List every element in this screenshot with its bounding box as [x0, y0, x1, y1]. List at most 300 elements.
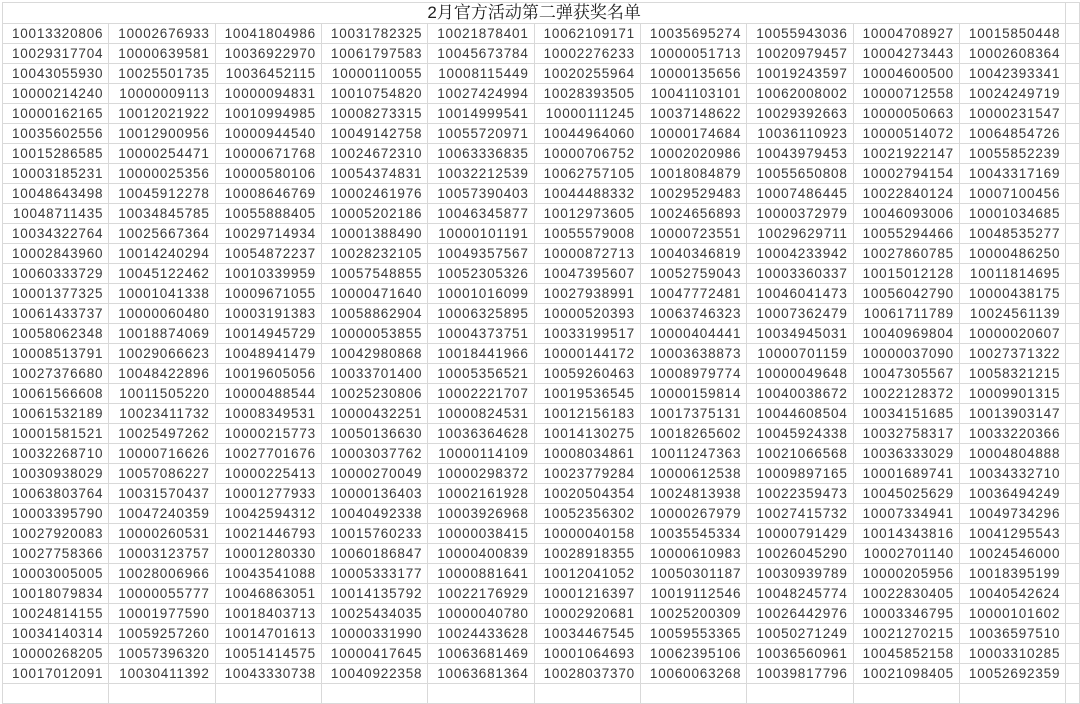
empty-cell [1066, 264, 1080, 284]
winner-id-cell: 10042594312 [216, 504, 322, 524]
winners-table-body [3, 24, 1080, 704]
winner-id-cell: 10000111245 [535, 104, 641, 124]
winner-id-cell: 10048941479 [216, 344, 322, 364]
winner-id-cell: 10008115449 [428, 64, 534, 84]
winner-id-cell: 10000101602 [960, 604, 1066, 624]
empty-cell [1066, 244, 1080, 264]
winner-id-cell: 10020979457 [747, 44, 853, 64]
winner-id-cell: 10060186847 [322, 544, 428, 564]
winner-id-cell: 10041295543 [960, 524, 1066, 544]
table-row [3, 604, 1080, 624]
winner-id-cell: 10034322764 [3, 224, 109, 244]
winner-id-cell: 10042980868 [322, 344, 428, 364]
winner-id-cell: 10057548855 [322, 264, 428, 284]
winner-id-cell: 10002701140 [854, 544, 960, 564]
winner-id-cell: 10020255964 [535, 64, 641, 84]
winner-id-cell: 10014343816 [854, 524, 960, 544]
table-row [3, 84, 1080, 104]
table-row [3, 584, 1080, 604]
winner-id-cell: 10000215773 [216, 424, 322, 444]
table-row [3, 224, 1080, 244]
winner-id-cell: 10014999541 [428, 104, 534, 124]
winner-id-cell: 10010339959 [216, 264, 322, 284]
winner-id-cell: 10018403713 [216, 604, 322, 624]
empty-cell [1066, 144, 1080, 164]
empty-cell [1066, 364, 1080, 384]
winner-id-cell: 10055650808 [747, 164, 853, 184]
winner-id-cell: 10019536545 [535, 384, 641, 404]
winner-id-cell: 10018084879 [641, 164, 747, 184]
winner-id-cell [3, 684, 109, 704]
winner-id-cell: 10000580106 [216, 164, 322, 184]
winner-id-cell: 10000471640 [322, 284, 428, 304]
winner-id-cell: 10025434035 [322, 604, 428, 624]
winner-id-cell: 10005333177 [322, 564, 428, 584]
table-row [3, 24, 1080, 44]
winner-id-cell: 10000270049 [322, 464, 428, 484]
winner-id-cell: 10028393505 [535, 84, 641, 104]
winner-id-cell: 10035545334 [641, 524, 747, 544]
winner-id-cell: 10032212539 [428, 164, 534, 184]
winner-id-cell: 10000214240 [3, 84, 109, 104]
winner-id-cell: 10003185231 [3, 164, 109, 184]
winner-id-cell: 10000298372 [428, 464, 534, 484]
winner-id-cell: 10034151685 [854, 404, 960, 424]
table-row [3, 424, 1080, 444]
winner-id-cell: 10001388490 [322, 224, 428, 244]
winner-id-cell: 10024546000 [960, 544, 1066, 564]
winner-id-cell: 10004273443 [854, 44, 960, 64]
winner-id-cell: 10012041052 [535, 564, 641, 584]
winner-id-cell: 10029392663 [747, 104, 853, 124]
winner-id-cell: 10055943036 [747, 24, 853, 44]
winner-id-cell: 10031782325 [322, 24, 428, 44]
winner-id-cell: 10027920083 [3, 524, 109, 544]
empty-cell [1066, 584, 1080, 604]
winner-id-cell: 10000040158 [535, 524, 641, 544]
winner-id-cell: 10005202186 [322, 204, 428, 224]
table-row [3, 444, 1080, 464]
winner-id-cell: 10003191383 [216, 304, 322, 324]
winner-id-cell: 10063681469 [428, 644, 534, 664]
table-row [3, 184, 1080, 204]
winner-id-cell: 10052692359 [960, 664, 1066, 684]
table-row [3, 344, 1080, 364]
winner-id-cell: 10044964060 [535, 124, 641, 144]
table-row [3, 664, 1080, 684]
winner-id-cell: 10036452115 [216, 64, 322, 84]
winner-id-cell: 10003926968 [428, 504, 534, 524]
winner-id-cell: 10008513791 [3, 344, 109, 364]
winner-id-cell: 10017375131 [641, 404, 747, 424]
winner-id-cell: 10004373751 [428, 324, 534, 344]
winner-id-cell: 10021878401 [428, 24, 534, 44]
winner-id-cell: 10000260531 [109, 524, 215, 544]
winner-id-cell: 10009897165 [747, 464, 853, 484]
winner-id-cell: 10045025629 [854, 484, 960, 504]
winner-id-cell: 10012156183 [535, 404, 641, 424]
winner-id-cell: 10027376680 [3, 364, 109, 384]
winner-id-cell: 10000159814 [641, 384, 747, 404]
winner-id-cell: 10009901315 [960, 384, 1066, 404]
empty-cell [1066, 404, 1080, 424]
winner-id-cell: 10013320806 [3, 24, 109, 44]
winner-id-cell: 10002461976 [322, 184, 428, 204]
winner-id-cell: 10027424994 [428, 84, 534, 104]
winner-id-cell: 10000101191 [428, 224, 534, 244]
winner-id-cell: 10001277933 [216, 484, 322, 504]
winner-id-cell: 10000135656 [641, 64, 747, 84]
winner-id-cell: 10000944540 [216, 124, 322, 144]
winner-id-cell: 10046041473 [747, 284, 853, 304]
winner-id-cell: 10061532189 [3, 404, 109, 424]
winner-id-cell: 10000417645 [322, 644, 428, 664]
winner-id-cell: 10033701400 [322, 364, 428, 384]
winner-id-cell: 10052356302 [535, 504, 641, 524]
winner-id-cell: 10001280330 [216, 544, 322, 564]
winner-id-cell: 10031570437 [109, 484, 215, 504]
page-title: 2月官方活动第二弹获奖名单 [3, 3, 1066, 24]
winner-id-cell [854, 684, 960, 704]
winner-id-cell: 10041103101 [641, 84, 747, 104]
winner-id-cell: 10036494249 [960, 484, 1066, 504]
winner-id-cell: 10029714934 [216, 224, 322, 244]
winner-id-cell: 10051414575 [216, 644, 322, 664]
table-row [3, 104, 1080, 124]
empty-cell [1066, 464, 1080, 484]
winner-id-cell: 10026442976 [747, 604, 853, 624]
winner-id-cell: 10015760233 [322, 524, 428, 544]
winner-id-cell: 10046863051 [216, 584, 322, 604]
winner-id-cell: 10000612538 [641, 464, 747, 484]
winner-id-cell: 10000791429 [747, 524, 853, 544]
winner-id-cell: 10033199517 [535, 324, 641, 344]
winner-id-cell: 10018441966 [428, 344, 534, 364]
winner-id-cell: 10061433737 [3, 304, 109, 324]
winner-id-cell: 10014135792 [322, 584, 428, 604]
winner-id-cell: 10032268710 [3, 444, 109, 464]
winner-id-cell: 10024672310 [322, 144, 428, 164]
winner-id-cell: 10004708927 [854, 24, 960, 44]
winner-id-cell: 10034467545 [535, 624, 641, 644]
winner-id-cell: 10000020607 [960, 324, 1066, 344]
winner-id-cell: 10000706752 [535, 144, 641, 164]
table-row [3, 264, 1080, 284]
winner-id-cell: 10063336835 [428, 144, 534, 164]
winner-id-cell: 10055720971 [428, 124, 534, 144]
winner-id-cell: 10008646769 [216, 184, 322, 204]
winner-id-cell: 10000716626 [109, 444, 215, 464]
winner-id-cell: 10059260463 [535, 364, 641, 384]
winner-id-cell: 10000114109 [428, 444, 534, 464]
winner-id-cell: 10001064693 [535, 644, 641, 664]
winner-id-cell: 10036110923 [747, 124, 853, 144]
winner-id-cell: 10008273315 [322, 104, 428, 124]
winner-id-cell: 10014945729 [216, 324, 322, 344]
title-row [3, 3, 1080, 24]
winner-id-cell: 10003310285 [960, 644, 1066, 664]
winner-id-cell: 10032758317 [854, 424, 960, 444]
winner-id-cell: 10010754820 [322, 84, 428, 104]
winner-id-cell: 10040346819 [641, 244, 747, 264]
winner-id-cell: 10018395199 [960, 564, 1066, 584]
winner-id-cell: 10015850448 [960, 24, 1066, 44]
winner-id-cell: 10034332710 [960, 464, 1066, 484]
winner-id-cell: 10001016099 [428, 284, 534, 304]
winner-id-cell: 10000094831 [216, 84, 322, 104]
empty-cell [1066, 504, 1080, 524]
winner-id-cell: 10017012091 [3, 664, 109, 684]
winner-id-cell: 10059553365 [641, 624, 747, 644]
empty-cell [1066, 204, 1080, 224]
winner-id-cell: 10001581521 [3, 424, 109, 444]
winner-id-cell: 10048535277 [960, 224, 1066, 244]
winner-id-cell: 10046093006 [854, 204, 960, 224]
winner-id-cell: 10003638873 [641, 344, 747, 364]
winner-id-cell: 10024813938 [641, 484, 747, 504]
winner-id-cell: 10014701613 [216, 624, 322, 644]
empty-cell [1066, 304, 1080, 324]
winner-id-cell: 10001377325 [3, 284, 109, 304]
winner-id-cell: 10061711789 [854, 304, 960, 324]
winner-id-cell: 10011247363 [641, 444, 747, 464]
winner-id-cell: 10060333729 [3, 264, 109, 284]
table-row [3, 304, 1080, 324]
empty-cell [1066, 104, 1080, 124]
winner-id-cell: 10030411392 [109, 664, 215, 684]
winner-id-cell [960, 684, 1066, 704]
winner-id-cell: 10043541088 [216, 564, 322, 584]
winner-id-cell: 10000610983 [641, 544, 747, 564]
winner-id-cell: 10022830405 [854, 584, 960, 604]
winner-id-cell: 10000038415 [428, 524, 534, 544]
table-row [3, 164, 1080, 184]
table-row [3, 524, 1080, 544]
winner-id-cell: 10044488332 [535, 184, 641, 204]
winner-id-cell: 10018079834 [3, 584, 109, 604]
winner-id-cell: 10043055930 [3, 64, 109, 84]
winner-id-cell: 10025667364 [109, 224, 215, 244]
winner-id-cell: 10046345877 [428, 204, 534, 224]
winner-id-cell: 10003005005 [3, 564, 109, 584]
winner-id-cell: 10001689741 [854, 464, 960, 484]
winner-id-cell: 10052305326 [428, 264, 534, 284]
winner-id-cell: 10055888405 [216, 204, 322, 224]
winner-id-cell: 10062757105 [535, 164, 641, 184]
empty-cell [1066, 24, 1080, 44]
winner-id-cell: 10057086227 [109, 464, 215, 484]
winner-id-cell: 10010994985 [216, 104, 322, 124]
winner-id-cell: 10007100456 [960, 184, 1066, 204]
winner-id-cell: 10034140314 [3, 624, 109, 644]
winner-id-cell: 10012021922 [109, 104, 215, 124]
winner-id-cell: 10023779284 [535, 464, 641, 484]
empty-cell [1066, 124, 1080, 144]
winner-id-cell: 10011505220 [109, 384, 215, 404]
winner-id-cell: 10045122462 [109, 264, 215, 284]
winner-id-cell: 10000051713 [641, 44, 747, 64]
empty-cell [1066, 324, 1080, 344]
winner-id-cell: 10040969804 [854, 324, 960, 344]
winner-id-cell: 10000053855 [322, 324, 428, 344]
winner-id-cell: 10045852158 [854, 644, 960, 664]
winner-id-cell: 10019605056 [216, 364, 322, 384]
winner-id-cell: 10022359473 [747, 484, 853, 504]
empty-cell [1066, 624, 1080, 644]
table-row [3, 644, 1080, 664]
winner-id-cell: 10036597510 [960, 624, 1066, 644]
empty-cell [1066, 564, 1080, 584]
winner-id-cell: 10000488544 [216, 384, 322, 404]
winner-id-cell: 10000404441 [641, 324, 747, 344]
winner-id-cell: 10000824531 [428, 404, 534, 424]
winner-id-cell: 10034945031 [747, 324, 853, 344]
winner-id-cell: 10019243597 [747, 64, 853, 84]
winner-id-cell: 10000040780 [428, 604, 534, 624]
winner-id-cell: 10058862904 [322, 304, 428, 324]
winner-id-cell: 10022128372 [854, 384, 960, 404]
winner-id-cell: 10048422896 [109, 364, 215, 384]
empty-cell [1066, 84, 1080, 104]
winner-id-cell: 10006325895 [428, 304, 534, 324]
winner-id-cell: 10000231547 [960, 104, 1066, 124]
table-row [3, 564, 1080, 584]
winner-id-cell: 10003395790 [3, 504, 109, 524]
winner-id-cell: 10021922147 [854, 144, 960, 164]
winner-id-cell: 10018874069 [109, 324, 215, 344]
winner-id-cell: 10043317169 [960, 164, 1066, 184]
winner-id-cell: 10008034861 [535, 444, 641, 464]
winner-id-cell: 10000144172 [535, 344, 641, 364]
winner-id-cell: 10002020986 [641, 144, 747, 164]
table-row [3, 384, 1080, 404]
winner-id-cell: 10007362479 [747, 304, 853, 324]
winner-id-cell: 10002843960 [3, 244, 109, 264]
winner-id-cell: 10000025356 [109, 164, 215, 184]
winner-id-cell: 10000372979 [747, 204, 853, 224]
winner-id-cell: 10001041338 [109, 284, 215, 304]
winner-id-cell: 10050301187 [641, 564, 747, 584]
winner-id-cell: 10027758366 [3, 544, 109, 564]
winner-id-cell: 10023411732 [109, 404, 215, 424]
winner-id-cell: 10027701676 [216, 444, 322, 464]
winner-id-cell: 10030938029 [3, 464, 109, 484]
empty-cell [1066, 284, 1080, 304]
winner-id-cell: 10047395607 [535, 264, 641, 284]
winner-id-cell: 10062008002 [747, 84, 853, 104]
winner-id-cell: 10002608364 [960, 44, 1066, 64]
winner-id-cell: 10007486445 [747, 184, 853, 204]
winner-id-cell: 10028232105 [322, 244, 428, 264]
winner-id-cell [109, 684, 215, 704]
winner-id-cell: 10002161928 [428, 484, 534, 504]
winner-id-cell: 10030939789 [747, 564, 853, 584]
winner-id-cell: 10012973605 [535, 204, 641, 224]
winner-id-cell: 10058062348 [3, 324, 109, 344]
winner-id-cell: 10033220366 [960, 424, 1066, 444]
winner-id-cell: 10004804888 [960, 444, 1066, 464]
winner-id-cell: 10049357567 [428, 244, 534, 264]
winner-id-cell: 10028037370 [535, 664, 641, 684]
winner-id-cell: 10000712558 [854, 84, 960, 104]
winner-id-cell: 10000254471 [109, 144, 215, 164]
winner-id-cell: 10063681364 [428, 664, 534, 684]
winner-id-cell [641, 684, 747, 704]
winner-id-cell: 10000162165 [3, 104, 109, 124]
winner-id-cell: 10000110055 [322, 64, 428, 84]
winner-id-cell: 10025497262 [109, 424, 215, 444]
winner-id-cell: 10024814155 [3, 604, 109, 624]
table-row [3, 364, 1080, 384]
table-row [3, 124, 1080, 144]
winner-id-cell: 10060063268 [641, 664, 747, 684]
winner-id-cell: 10040492338 [322, 504, 428, 524]
winner-id-cell: 10002920681 [535, 604, 641, 624]
table-row [3, 484, 1080, 504]
empty-cell [1066, 384, 1080, 404]
table-row [3, 64, 1080, 84]
winner-id-cell [747, 684, 853, 704]
winner-id-cell: 10045912278 [109, 184, 215, 204]
winner-id-cell: 10036922970 [216, 44, 322, 64]
empty-cell [1066, 644, 1080, 664]
winner-id-cell: 10000049648 [747, 364, 853, 384]
winner-id-cell: 10039817796 [747, 664, 853, 684]
winner-id-cell: 10007334941 [854, 504, 960, 524]
winner-id-cell: 10000701159 [747, 344, 853, 364]
winner-id-cell: 10022840124 [854, 184, 960, 204]
winner-id-cell: 10029529483 [641, 184, 747, 204]
winner-id-cell: 10000520393 [535, 304, 641, 324]
winner-id-cell: 10000723551 [641, 224, 747, 244]
table-row [3, 404, 1080, 424]
winner-id-cell: 10040542624 [960, 584, 1066, 604]
table-row [3, 324, 1080, 344]
winner-id-cell: 10043979453 [747, 144, 853, 164]
winner-id-cell: 10035602556 [3, 124, 109, 144]
winner-id-cell: 10000055777 [109, 584, 215, 604]
winner-id-cell: 10025230806 [322, 384, 428, 404]
winner-id-cell: 10040038672 [747, 384, 853, 404]
winner-id-cell: 10063803764 [3, 484, 109, 504]
empty-cell [1066, 184, 1080, 204]
empty-cell [1066, 484, 1080, 504]
winner-id-cell: 10062395106 [641, 644, 747, 664]
winner-id-cell: 10056042790 [854, 284, 960, 304]
winner-id-cell: 10028006966 [109, 564, 215, 584]
winner-id-cell: 10055294466 [854, 224, 960, 244]
winner-id-cell: 10019112546 [641, 584, 747, 604]
empty-cell [1066, 604, 1080, 624]
winner-id-cell: 10003346795 [854, 604, 960, 624]
winner-id-cell: 10047305567 [854, 364, 960, 384]
winner-id-cell: 10001034685 [960, 204, 1066, 224]
winner-id-cell: 10025200309 [641, 604, 747, 624]
empty-cell [1066, 224, 1080, 244]
table-row [3, 244, 1080, 264]
winner-id-cell: 10049142758 [322, 124, 428, 144]
winner-id-cell: 10036560961 [747, 644, 853, 664]
winner-id-cell: 10022176929 [428, 584, 534, 604]
winner-id-cell: 10024249719 [960, 84, 1066, 104]
winner-id-cell: 10059257260 [109, 624, 215, 644]
winner-id-cell: 10000331990 [322, 624, 428, 644]
winner-id-cell: 10027371322 [960, 344, 1066, 364]
winner-id-cell: 10024561139 [960, 304, 1066, 324]
winner-id-cell: 10000050663 [854, 104, 960, 124]
winners-table [2, 2, 1080, 704]
winner-id-cell: 10000881641 [428, 564, 534, 584]
